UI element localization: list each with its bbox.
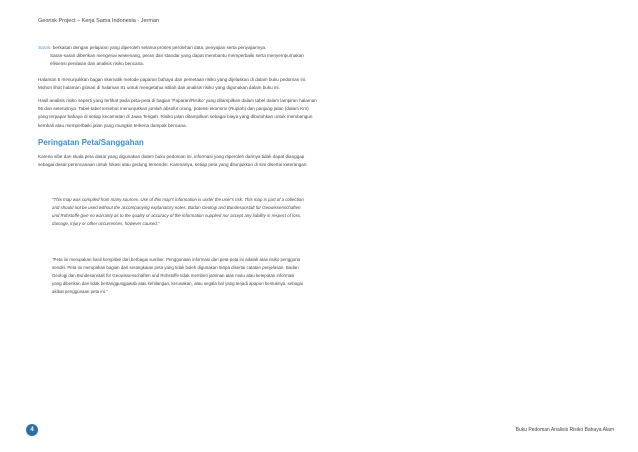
saran-line1: berkaitan dengan pelajaran yang diperoleh selama proses perolehan data, penyajian serta penyajiannya. [51, 45, 267, 50]
saran-label: Saran: [38, 45, 52, 50]
paragraph-2: Hasil analisis risiko seperti yang terlihat pada peta-peta di bagian 'Paparan/Risiko' yang ditampilkan dalam tabel dalam lampiran halaman 66 dan seterusnya. Tabel-tabel tersebut menunjukkan jumlah absolut orang, potensi ekonomi (Rupiah) dan panjang jalan (dalam Km) yang terpapar bahaya di setiap kecamatan di Jawa Tengah. Risiko jalan ditampilkan sebagai biaya yang dibutuhkan untuk membangun kembali atau memperbaiki jalan yang mungkin terkena dampak bencana. [38, 98, 317, 128]
footer-book-title: Buku Pedoman Analisis Risiko Bahaya Alam [515, 427, 614, 433]
paragraph-3: Karena sifat dan skala peta dasar yang digunakan dalam buku pedoman ini, informasi yang diperoleh darinya tidak dapat dianggap sebagai dasar perencanaan untuk lokasi atau gedung tersendiri. Karenanya, setiap peta yang ditunjukkan di sini disertai keterangan: [38, 153, 308, 168]
saran-paragraph [38, 44, 318, 69]
english-disclaimer-quote: "This map was compiled from many sources. Use of this map's information is under the user's risk. This map is part of a collection and should not be used without the accompanying explanatory notes. Badan Geologi and Bundesanstalt für Geowissenschaften und Rohstoffe give no warranty as to the quality or accuracy of the information supplied nor accept any liability in respect of loss, damage, injury or other occurrences, however caused." [52, 197, 304, 226]
page-header: Georisk Project – Kerja Sama Indonesia - Jerman [38, 18, 160, 24]
main-content [38, 44, 318, 174]
page-number-badge: 4 [26, 424, 38, 436]
indonesian-disclaimer-quote: "Peta ini merupakan hasil kompilasi dari berbagai sumber. Penggunaan informasi dari peta-peta ini adalah atas risiko pengguna sendiri. Peta ini merupakan bagian dari serangkaian peta yang tidak boleh digunakan tanpa disertai catatan penjelasan. Badan Geologi dan Bundesanstalt für Geowissenschaften und Rohstoffe tidak memberi jaminan atas mutu atau ketepatan informasi yang diberikan dan tidak bertanggungjawab atas kehilangan, kerusakan, atau segala hal yang terjadi apapun bentuknya, sebagai akibat penggunaan peta ini." [52, 257, 303, 294]
section-title: Peringatan Peta/Sanggahan [38, 137, 144, 147]
paragraph-1: Halaman 5 menunjukkan bagan skematik metode paparan bahaya dan pemetaan risiko yang dijelaskan di dalam buku pedoman ini. Mohon lihat halaman glosari di halaman 81 untuk mengetahui istilah dan analisis risiko yang digunakan dalam buku ini. [38, 76, 307, 90]
saran-rest: Saran-saran diberikan mengenai wewenang, peran dan standar yang dapat membantu memperbaiki serta menyempurnakan efisiensi penilaian dan analisis risiko bencana. [50, 53, 304, 67]
